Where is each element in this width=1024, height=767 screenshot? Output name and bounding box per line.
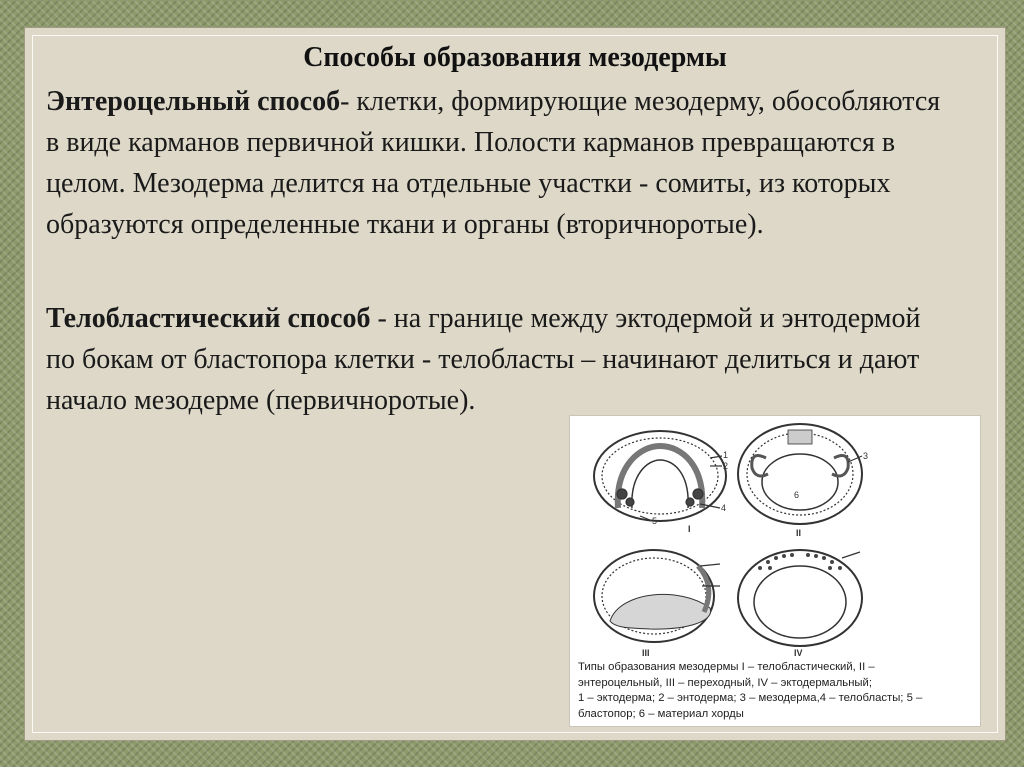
enterocoel-text: - клетки, формирующие мезодерму, обособляются в виде карманов первичной кишки. Полости карманов превращаются в целом. Мезодерма делится на отдельные участки - сомиты, из которых образуются определенные ткани и органы (вторичноротые). bbox=[46, 86, 941, 240]
panel-label-iv: IV bbox=[794, 648, 803, 658]
teloblast-term: Телобластический способ bbox=[46, 303, 371, 334]
panel-2-diagram bbox=[738, 424, 862, 524]
caption-line: бластопор; 6 – материал хорды bbox=[578, 707, 744, 720]
slide bbox=[24, 27, 1006, 741]
label-number-3: 3 bbox=[863, 451, 869, 461]
caption-line: Типы образования мезодермы I – телобластический, II – bbox=[578, 661, 875, 673]
enterocoel-paragraph bbox=[46, 81, 946, 245]
label-number-2: 2 bbox=[723, 461, 729, 471]
panel-label-ii: II bbox=[796, 528, 802, 538]
embryo-diagrams bbox=[570, 416, 980, 660]
panel-1-diagram bbox=[594, 431, 729, 521]
panel-label-iii: III bbox=[642, 648, 650, 658]
enterocoel-term: Энтероцельный способ bbox=[46, 86, 341, 117]
panel-3-diagram bbox=[594, 550, 720, 642]
caption-line: энтероцельный, III – переходный, IV – эктодермальный; bbox=[578, 676, 872, 689]
slide-title: Способы образования мезодермы bbox=[303, 42, 727, 73]
teloblast-paragraph bbox=[46, 298, 946, 421]
caption-line: 1 – эктодерма; 2 – энтодерма; 3 – мезодерма,4 – телобласты; 5 – bbox=[578, 692, 923, 704]
label-number-1: 1 bbox=[723, 450, 729, 460]
panel-label-i: I bbox=[688, 524, 691, 534]
label-number-4: 4 bbox=[721, 503, 727, 513]
mesoderm-types-figure bbox=[569, 415, 981, 727]
panel-4-diagram bbox=[738, 550, 862, 646]
figure-caption bbox=[578, 660, 974, 722]
label-number-5: 5 bbox=[652, 516, 658, 526]
teloblast-text: - на границе между эктодермой и энтодермой по бокам от бластопора клетки - телобласты – начинают делиться и дают начало мезодерме (первичноротые). bbox=[46, 303, 921, 416]
label-number-6: 6 bbox=[794, 490, 800, 500]
